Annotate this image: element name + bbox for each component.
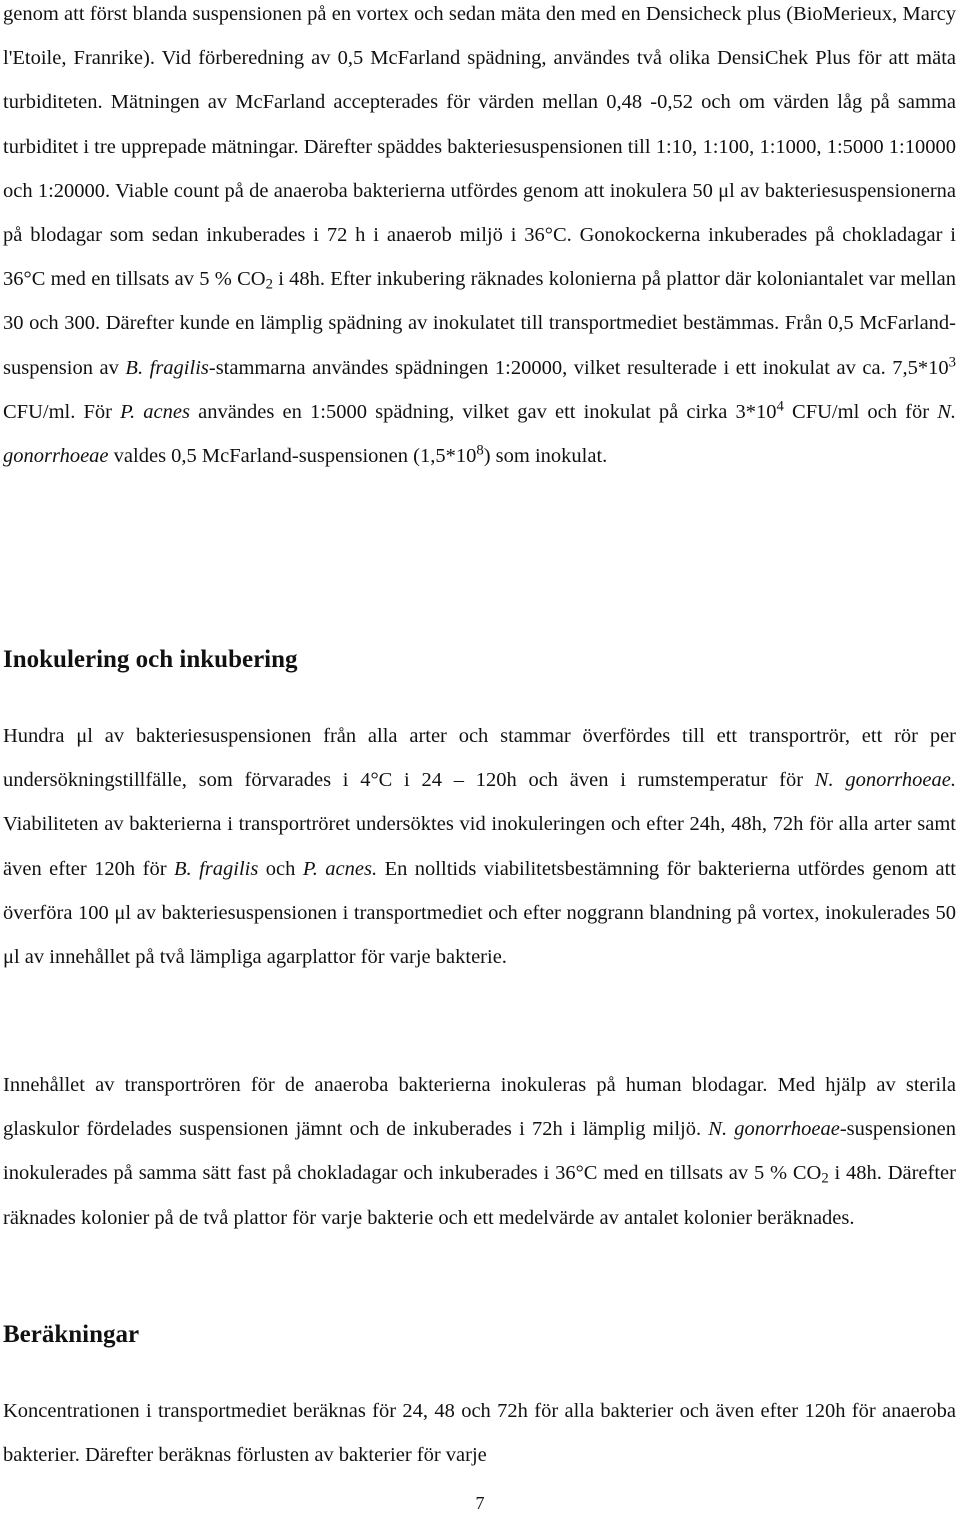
species-name: acnes xyxy=(143,400,190,423)
superscript: 3 xyxy=(948,354,956,371)
paragraph-anaerobic-inoculation xyxy=(3,1063,956,1240)
species-name: gonorrhoeae xyxy=(3,445,109,468)
text-span: och xyxy=(258,857,303,880)
paragraph-calculations xyxy=(3,1389,956,1477)
text-span: Innehållet av transportrören för de anaeroba bakterierna inokuleras på human blodagar. Med hjälp av sterila glaskulor fördelades suspensionen jämnt och de inkuberades i 72h i lämplig miljö. xyxy=(3,1074,956,1141)
text-span: Koncentrationen i transportmediet beräknas för 24, 48 och 72h för alla bakterier och även efter 120h för anaeroba bakterier. Därefter beräknas förlusten av bakterier för varje xyxy=(3,1400,956,1467)
species-name: N. xyxy=(937,400,957,423)
text-span: ) som inokulat. xyxy=(483,445,608,468)
page-number: 7 xyxy=(475,1493,485,1513)
text-span: En nolltids viabilitetsbestämning för bakterierna utfördes genom att överföra 100 μl av bakteriesuspensionen i transportmediet och efter noggrann blandning på vortex, inokulerades 50 μl av innehållet på två lämpliga agarplattor för varje bakterie. xyxy=(3,857,956,969)
text-span: CFU/ml och för xyxy=(783,400,938,423)
species-name: P. acnes. xyxy=(302,857,378,880)
superscript: 8 xyxy=(476,442,484,459)
superscript: 4 xyxy=(776,398,784,415)
text-span: -suspensionen inokulerades på samma sätt fast på chokladagar och inkuberades i 36°C med en tillsats av 5 % CO xyxy=(3,1118,956,1185)
text-span: CFU/ml. För xyxy=(3,400,121,423)
species-name: N. gonorrhoeae. xyxy=(814,769,956,792)
species-name: B. fragilis xyxy=(173,857,259,880)
text-span: användes en 1:5000 spädning, vilket gav ett inokulat på cirka 3*10 xyxy=(189,400,777,423)
text-span: Viabiliteten av bakterierna i transportröret undersöktes vid inokuleringen och efter 24h, 48h, 72h för alla arter samt även efter 120h för xyxy=(3,813,956,880)
subscript: 2 xyxy=(265,276,273,293)
text-span: valdes 0,5 McFarland-suspensionen (1,5*10 xyxy=(108,445,477,468)
species-name: fragilis xyxy=(149,356,209,379)
species-name: N. gonorrhoeae xyxy=(708,1118,840,1141)
paragraph-mcfarland-methods xyxy=(3,0,956,478)
section-heading-berakningar: Beräkningar xyxy=(3,1321,140,1348)
paragraph-transport-viability xyxy=(3,714,956,979)
text-span: i 48h. Efter inkubering räknades kolonierna på plattor där koloniantalet var mellan 30 och 300. Därefter kunde en lämplig spädning av inokulatet till transportmediet bestämmas. Från 0,5 McFarland-suspension av xyxy=(3,268,957,379)
text-span: i 48h. Därefter räknades kolonier på de två plattor för varje bakterie och ett medelvärde av antalet kolonier beräknades. xyxy=(3,1162,956,1229)
text-span: -stammarna användes spädningen 1:20000, vilket resulterade i ett inokulat av ca. 7,5*10 xyxy=(208,356,949,379)
text-span: genom att först blanda suspensionen på en vortex och sedan mäta den med en Densicheck plus (BioMerieux, Marcy l'Etoile, Franrike). Vid förberedning av 0,5 McFarland spädning, användes två olika DensiChek Plus för att mäta turbiditeten. Mätningen av McFarland accepterades för värden mellan 0,48 -0,52 och om värden låg på samma turbiditet i tre upprepade mätningar. Därefter späddes bakteriesuspensionen till 1:10, 1:100, 1:1000, 1:5000 1:10000 och 1:20000. Viable count på de anaeroba bakterierna utfördes genom att inokulera 50 μl av bakteriesuspensionerna på blodagar som sedan inkuberades i 72 h i anaerob miljö i 36°C. Gonokockerna inkuberades på chokladagar i 36°C med en tillsats av 5 % CO xyxy=(3,3,956,291)
text-span: Hundra μl av bakteriesuspensionen från alla arter och stammar överfördes till ett transportrör, ett rör per undersökningstillfälle, som förvarades i 4°C i 24 – 120h och även i rumstemperatur för xyxy=(3,725,956,792)
species-name: P. xyxy=(120,400,136,423)
subscript: 2 xyxy=(821,1171,829,1188)
section-heading-inokulering: Inokulering och inkubering xyxy=(3,646,298,673)
species-name: B. xyxy=(125,356,144,379)
